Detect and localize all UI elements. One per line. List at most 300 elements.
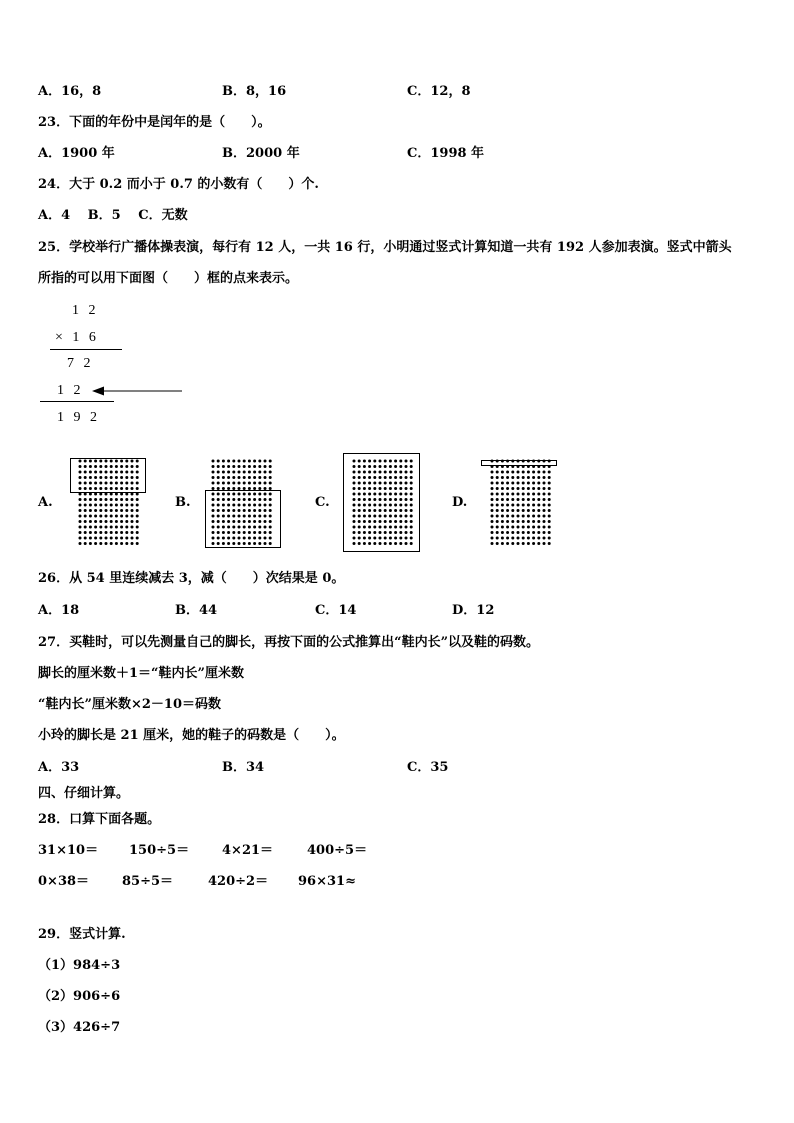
option-a: A．16，8 bbox=[38, 84, 102, 99]
option-b: B．34 bbox=[222, 760, 265, 775]
dot bbox=[501, 509, 504, 512]
oral-calc: 31×10＝ bbox=[38, 843, 99, 858]
dot bbox=[243, 476, 246, 479]
dot bbox=[131, 531, 134, 534]
dot bbox=[253, 460, 256, 463]
dot bbox=[217, 465, 220, 468]
dot bbox=[258, 465, 261, 468]
dot bbox=[522, 482, 525, 485]
dot bbox=[532, 476, 535, 479]
dot bbox=[79, 498, 82, 501]
dot bbox=[120, 498, 123, 501]
dot bbox=[217, 471, 220, 474]
dot bbox=[105, 520, 108, 523]
dot bbox=[527, 471, 530, 474]
dot bbox=[543, 504, 546, 507]
oral-calc: 0×38＝ bbox=[38, 874, 90, 889]
dot bbox=[501, 515, 504, 518]
vertical-calc-item: （2）906÷6 bbox=[38, 989, 121, 1004]
dot bbox=[89, 537, 92, 540]
dot bbox=[517, 542, 520, 545]
dot bbox=[110, 531, 113, 534]
dot bbox=[131, 526, 134, 529]
dot bbox=[125, 537, 128, 540]
dot bbox=[506, 515, 509, 518]
dot bbox=[212, 465, 215, 468]
dot bbox=[496, 487, 499, 490]
dot bbox=[527, 504, 530, 507]
dot bbox=[115, 498, 118, 501]
dot bbox=[532, 509, 535, 512]
option-a: A．18 bbox=[38, 603, 80, 618]
dot bbox=[501, 526, 504, 529]
dot bbox=[543, 526, 546, 529]
dot bbox=[99, 520, 102, 523]
dot bbox=[496, 542, 499, 545]
dot bbox=[506, 526, 509, 529]
dot bbox=[264, 476, 267, 479]
option-c: C．14 bbox=[315, 603, 357, 618]
dot bbox=[227, 460, 230, 463]
dot bbox=[511, 504, 514, 507]
dot bbox=[136, 515, 139, 518]
dot bbox=[89, 509, 92, 512]
dot bbox=[527, 515, 530, 518]
dot bbox=[89, 520, 92, 523]
dot bbox=[115, 515, 118, 518]
dot bbox=[543, 509, 546, 512]
dot bbox=[79, 542, 82, 545]
dot bbox=[136, 498, 139, 501]
dot bbox=[120, 515, 123, 518]
dot bbox=[125, 498, 128, 501]
highlight-box-b bbox=[205, 490, 281, 548]
highlight-box-c bbox=[343, 453, 420, 552]
dot bbox=[110, 526, 113, 529]
dot bbox=[248, 460, 251, 463]
calc-row-5: 1 9 2 bbox=[57, 410, 100, 425]
dot bbox=[511, 531, 514, 534]
dot bbox=[217, 476, 220, 479]
dot bbox=[115, 520, 118, 523]
dot bbox=[491, 493, 494, 496]
dot bbox=[532, 531, 535, 534]
dot bbox=[232, 482, 235, 485]
dot bbox=[238, 460, 241, 463]
dot bbox=[84, 498, 87, 501]
dot bbox=[548, 520, 551, 523]
dot bbox=[543, 498, 546, 501]
dot bbox=[258, 471, 261, 474]
dot bbox=[125, 520, 128, 523]
dot bbox=[269, 471, 272, 474]
dot bbox=[491, 487, 494, 490]
dot bbox=[537, 537, 540, 540]
dot bbox=[84, 537, 87, 540]
dot bbox=[131, 542, 134, 545]
dot bbox=[105, 515, 108, 518]
dot bbox=[496, 482, 499, 485]
dot bbox=[537, 526, 540, 529]
dot bbox=[125, 542, 128, 545]
dot bbox=[222, 482, 225, 485]
dot bbox=[496, 493, 499, 496]
dot bbox=[232, 476, 235, 479]
dot bbox=[110, 542, 113, 545]
dot bbox=[136, 531, 139, 534]
dot bbox=[532, 542, 535, 545]
dot bbox=[548, 482, 551, 485]
dot bbox=[105, 526, 108, 529]
option-d: D．12 bbox=[452, 603, 495, 618]
dot bbox=[517, 504, 520, 507]
options-24: A．4 B．5 C．无数 bbox=[38, 208, 188, 223]
dot bbox=[522, 504, 525, 507]
dot bbox=[131, 509, 134, 512]
dot bbox=[136, 509, 139, 512]
dot bbox=[501, 482, 504, 485]
dot bbox=[506, 471, 509, 474]
dot bbox=[212, 482, 215, 485]
dot bbox=[517, 526, 520, 529]
dot bbox=[501, 493, 504, 496]
dot bbox=[506, 542, 509, 545]
dot bbox=[79, 526, 82, 529]
dot bbox=[517, 493, 520, 496]
diagram-label-c: C. bbox=[315, 495, 330, 510]
dot bbox=[120, 526, 123, 529]
option-b: B．8，16 bbox=[222, 84, 287, 99]
dot bbox=[522, 542, 525, 545]
dot bbox=[506, 487, 509, 490]
option-b: B．44 bbox=[175, 603, 218, 618]
dot bbox=[131, 504, 134, 507]
dot bbox=[537, 531, 540, 534]
dot bbox=[79, 537, 82, 540]
dot bbox=[496, 531, 499, 534]
dot bbox=[491, 482, 494, 485]
dot bbox=[496, 498, 499, 501]
oral-calc: 150÷5＝ bbox=[129, 843, 190, 858]
section-heading: 四、仔细计算。 bbox=[38, 786, 130, 801]
dot bbox=[522, 526, 525, 529]
dot bbox=[511, 515, 514, 518]
dot bbox=[238, 476, 241, 479]
dot bbox=[115, 537, 118, 540]
dot bbox=[548, 487, 551, 490]
dot bbox=[89, 542, 92, 545]
dot bbox=[120, 542, 123, 545]
dot bbox=[248, 465, 251, 468]
dot bbox=[537, 515, 540, 518]
dot bbox=[506, 520, 509, 523]
dot bbox=[89, 498, 92, 501]
dot bbox=[496, 515, 499, 518]
dot bbox=[491, 476, 494, 479]
dot bbox=[496, 504, 499, 507]
dot bbox=[94, 515, 97, 518]
dot bbox=[131, 537, 134, 540]
dot bbox=[511, 542, 514, 545]
dot bbox=[243, 482, 246, 485]
dot bbox=[238, 482, 241, 485]
dot bbox=[537, 487, 540, 490]
highlight-box-d bbox=[481, 460, 557, 466]
dot bbox=[506, 493, 509, 496]
dot bbox=[89, 504, 92, 507]
dot bbox=[517, 515, 520, 518]
question-25-line1: 25．学校举行广播体操表演，每行有 12 人，一共 16 行，小明通过竖式计算知道一共有 192 人参加表演。竖式中箭头 bbox=[38, 240, 732, 255]
dot bbox=[496, 520, 499, 523]
dot bbox=[501, 537, 504, 540]
dot bbox=[105, 537, 108, 540]
dot bbox=[522, 498, 525, 501]
dot bbox=[115, 504, 118, 507]
dot bbox=[136, 504, 139, 507]
dot bbox=[548, 471, 551, 474]
dot bbox=[527, 476, 530, 479]
dot bbox=[136, 542, 139, 545]
dot bbox=[131, 515, 134, 518]
dot bbox=[248, 471, 251, 474]
dot bbox=[99, 515, 102, 518]
dot bbox=[115, 531, 118, 534]
dot bbox=[136, 526, 139, 529]
dot bbox=[222, 465, 225, 468]
dot bbox=[537, 504, 540, 507]
dot bbox=[511, 537, 514, 540]
dot bbox=[522, 520, 525, 523]
dot bbox=[527, 487, 530, 490]
dot bbox=[548, 537, 551, 540]
option-a: A．33 bbox=[38, 760, 80, 775]
dot bbox=[548, 493, 551, 496]
question-24: 24．大于 0.2 而小于 0.7 的小数有（ ）个. bbox=[38, 177, 319, 192]
dot bbox=[511, 509, 514, 512]
dot bbox=[110, 498, 113, 501]
dot bbox=[543, 537, 546, 540]
dot bbox=[506, 498, 509, 501]
dot bbox=[269, 460, 272, 463]
dot bbox=[105, 498, 108, 501]
option-b: B．2000 年 bbox=[222, 146, 300, 161]
vertical-calc-item: （3）426÷7 bbox=[38, 1020, 121, 1035]
dot bbox=[548, 509, 551, 512]
dot bbox=[527, 531, 530, 534]
dot bbox=[79, 531, 82, 534]
dot bbox=[501, 531, 504, 534]
dot bbox=[110, 509, 113, 512]
dot bbox=[527, 537, 530, 540]
dot bbox=[548, 531, 551, 534]
dot bbox=[84, 526, 87, 529]
dot bbox=[537, 476, 540, 479]
dot bbox=[532, 498, 535, 501]
calc-row-1: 1 2 bbox=[72, 303, 99, 318]
dot bbox=[548, 498, 551, 501]
dot bbox=[253, 482, 256, 485]
dot bbox=[511, 498, 514, 501]
dot bbox=[517, 498, 520, 501]
dot bbox=[227, 465, 230, 468]
oral-calc: 420÷2＝ bbox=[208, 874, 269, 889]
highlight-box-a bbox=[70, 458, 146, 493]
dot bbox=[105, 542, 108, 545]
dot bbox=[491, 537, 494, 540]
dot bbox=[94, 542, 97, 545]
dot bbox=[248, 476, 251, 479]
question-28: 28．口算下面各题。 bbox=[38, 812, 161, 827]
oral-calc: 85÷5＝ bbox=[122, 874, 174, 889]
dot bbox=[537, 542, 540, 545]
dot bbox=[105, 504, 108, 507]
question-27-ask: 小玲的脚长是 21 厘米，她的鞋子的码数是（ ）。 bbox=[38, 728, 345, 743]
dot bbox=[543, 482, 546, 485]
dot bbox=[89, 531, 92, 534]
dot bbox=[522, 537, 525, 540]
dot bbox=[131, 520, 134, 523]
dot bbox=[532, 487, 535, 490]
dot bbox=[511, 487, 514, 490]
dot bbox=[491, 542, 494, 545]
dot bbox=[94, 498, 97, 501]
calc-divider bbox=[50, 349, 122, 350]
dot bbox=[537, 482, 540, 485]
dot bbox=[517, 537, 520, 540]
dot bbox=[222, 476, 225, 479]
dot bbox=[222, 460, 225, 463]
dot bbox=[84, 542, 87, 545]
dot bbox=[548, 542, 551, 545]
dot bbox=[522, 476, 525, 479]
dot bbox=[212, 476, 215, 479]
option-c: C．1998 年 bbox=[407, 146, 485, 161]
dot bbox=[491, 515, 494, 518]
dot bbox=[110, 515, 113, 518]
dot bbox=[537, 493, 540, 496]
dot bbox=[548, 476, 551, 479]
dot bbox=[125, 504, 128, 507]
dot bbox=[532, 520, 535, 523]
dot bbox=[99, 504, 102, 507]
dot bbox=[243, 460, 246, 463]
formula-1: 脚长的厘米数＋1＝“鞋内长”厘米数 bbox=[38, 666, 245, 681]
dot bbox=[527, 542, 530, 545]
dot bbox=[496, 526, 499, 529]
dot bbox=[506, 537, 509, 540]
dot bbox=[522, 531, 525, 534]
question-27: 27．买鞋时，可以先测量自己的脚长，再按下面的公式推算出“鞋内长”以及鞋的码数。 bbox=[38, 635, 540, 650]
dot bbox=[496, 537, 499, 540]
dot bbox=[99, 526, 102, 529]
option-c: C．35 bbox=[407, 760, 449, 775]
dot bbox=[79, 520, 82, 523]
dot bbox=[115, 526, 118, 529]
dot bbox=[511, 526, 514, 529]
dot bbox=[212, 460, 215, 463]
dot bbox=[532, 504, 535, 507]
dot bbox=[243, 465, 246, 468]
dot bbox=[501, 487, 504, 490]
dot bbox=[501, 498, 504, 501]
dot bbox=[532, 526, 535, 529]
dot bbox=[527, 482, 530, 485]
dot bbox=[532, 537, 535, 540]
dot bbox=[517, 471, 520, 474]
oral-calc: 96×31≈ bbox=[298, 874, 356, 889]
dot bbox=[131, 498, 134, 501]
dot bbox=[501, 504, 504, 507]
dot bbox=[506, 509, 509, 512]
dot bbox=[506, 476, 509, 479]
dot bbox=[217, 460, 220, 463]
dot bbox=[243, 471, 246, 474]
dot bbox=[496, 471, 499, 474]
dot bbox=[517, 476, 520, 479]
dot bbox=[532, 482, 535, 485]
dot bbox=[94, 537, 97, 540]
dot bbox=[522, 493, 525, 496]
dot bbox=[264, 465, 267, 468]
dot bbox=[84, 520, 87, 523]
dot bbox=[543, 476, 546, 479]
dot bbox=[501, 476, 504, 479]
dot bbox=[527, 526, 530, 529]
dot bbox=[532, 493, 535, 496]
dot bbox=[238, 471, 241, 474]
dot bbox=[491, 471, 494, 474]
question-23: 23．下面的年份中是闰年的是（ ）。 bbox=[38, 115, 271, 130]
dot bbox=[222, 471, 225, 474]
dot bbox=[269, 465, 272, 468]
dot bbox=[491, 498, 494, 501]
dot bbox=[115, 542, 118, 545]
dot bbox=[232, 471, 235, 474]
dot bbox=[253, 465, 256, 468]
arrow-icon bbox=[92, 385, 184, 397]
dot bbox=[527, 520, 530, 523]
dot bbox=[120, 509, 123, 512]
dot bbox=[517, 482, 520, 485]
dot bbox=[491, 509, 494, 512]
option-c: C．12，8 bbox=[407, 84, 471, 99]
dot bbox=[105, 531, 108, 534]
dot bbox=[99, 498, 102, 501]
dot bbox=[543, 520, 546, 523]
dot bbox=[238, 465, 241, 468]
dot bbox=[89, 515, 92, 518]
dot bbox=[522, 509, 525, 512]
dot bbox=[94, 531, 97, 534]
dot bbox=[496, 476, 499, 479]
dot bbox=[517, 520, 520, 523]
dot bbox=[537, 498, 540, 501]
calc-row-4: 1 2 bbox=[57, 383, 84, 398]
dot bbox=[115, 509, 118, 512]
dot bbox=[110, 504, 113, 507]
dot bbox=[264, 460, 267, 463]
dot bbox=[548, 526, 551, 529]
dot bbox=[517, 509, 520, 512]
formula-2: “鞋内长”厘米数×2－10＝码数 bbox=[38, 697, 221, 712]
dot bbox=[522, 515, 525, 518]
dot bbox=[248, 482, 251, 485]
dot bbox=[84, 504, 87, 507]
dot bbox=[232, 460, 235, 463]
dot bbox=[491, 531, 494, 534]
dot bbox=[491, 520, 494, 523]
dot bbox=[105, 509, 108, 512]
